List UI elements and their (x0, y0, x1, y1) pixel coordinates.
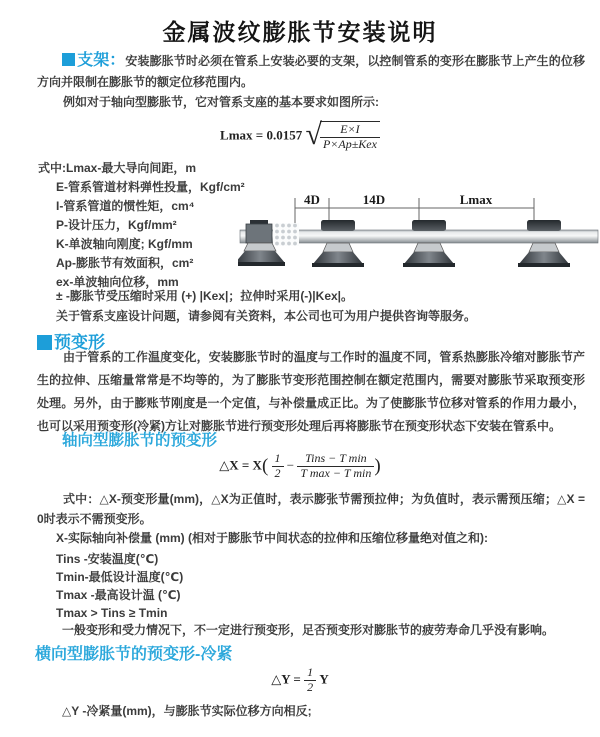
lateral-predeform-formula (0, 666, 600, 695)
predeform-paragraph: 由于管系的工作温度变化，安装膨胀节时的温度与工作时的温度不同，管系热膨胀冷缩对膨胀节产生的拉伸、压缩量常常是不均等的，为了膨胀节变形范围控制在额定范围内，需要对膨胀节采取预变形处理。另外，由于膨账节刚度是一个定值，与补偿量成正比。为了使膨胀节位移对管系的作用力最小，也可以采用预变形(冷紧)方让对膨胀节进行预变形处理后再将膨胀节在预变形状态下安装在管系中。 (37, 350, 585, 433)
definition-line: E-管系管道材料弹性投量，Kgf/cm² (56, 180, 245, 194)
axial-predeform-formula (0, 452, 600, 481)
half-fraction: $\frac{1}{2}$ (272, 452, 284, 481)
dimension-label-14d: 14D (362, 192, 386, 207)
definition-line: P-设计压力，Kgf/mm² (56, 218, 177, 232)
formula-lhs: △Y = (271, 671, 301, 687)
section-bullet-icon (62, 53, 75, 66)
formula-lhs: Lmax = 0.0157 (220, 127, 303, 143)
axial-section-heading: 轴向型膨胀节的预变形 (62, 432, 218, 449)
support-paragraph (37, 50, 585, 93)
pipe-support (312, 220, 364, 267)
half-fraction: $\frac{1}{2}$ (304, 666, 316, 695)
page-title: 金属波纹膨胀节安装说明 (162, 19, 438, 45)
support-intro-text: 安装膨胀节时必须在管系上安装必要的支架，以控制管系的变形在膨胀节上产生的位移方向并限制在膨胀节的额定位移范围内。 (37, 54, 585, 89)
pipe-support-diagram (238, 192, 600, 287)
temp-line: Tmax -最高设计温 (℃) (56, 588, 181, 602)
left-paren: ( (261, 455, 269, 477)
consult-line: 关于管系支座设计问题，请参阅有关资料，本公司也可为用户提供咨询等服务。 (56, 309, 477, 323)
sqrt-radical-icon: √ (305, 118, 322, 152)
definition-line: Ap-膨胀节有效面积，cm² (56, 256, 194, 270)
temperature-fraction: $\frac{\text{Tins − T min}}{\text{T max − T min}}$ (297, 452, 374, 481)
minus-sign: − (286, 457, 295, 473)
temp-condition-line: Tmax > Tins ≥ Tmin (56, 606, 168, 620)
lateral-explain-line: △Y -冷紧量(mm)，与膨胀节实际位移方向相反; (62, 704, 312, 718)
pipe-support (403, 220, 455, 267)
x-definition-line: X-实际轴向补偿量 (mm) (相对于膨胀节中间状态的拉伸和压缩位移量绝对值之和): (56, 531, 488, 545)
definition-line: 式中:Lmax-最大导向间距，m (38, 161, 197, 175)
right-paren: ) (374, 455, 381, 477)
axial-explain-paragraph: 式中：△X-预变形量(mm)，△X为正值时，表示膨张节需预拉伸；为负值时，表示需预压缩；△X = 0时表示不需预变形。 (37, 492, 585, 526)
definition-line: I-管系管道的惯性矩，cm⁴ (56, 199, 195, 213)
temp-line: Tmin-最低设计温度(℃) (56, 570, 184, 584)
formula-denominator: P×Ap±Kex (322, 136, 377, 151)
pipe-support (518, 220, 570, 267)
formula-numerator: E×I (320, 122, 380, 138)
plusminus-line: ± -膨胀节受压缩时采用 (+) |Kex|；拉伸时采用(-)|Kex|。 (56, 289, 354, 303)
dimension-label-4d: 4D (304, 192, 320, 207)
formula-fraction (320, 121, 380, 152)
dimension-label-lmax: Lmax (459, 192, 493, 207)
support-section-heading: 支架： (77, 52, 126, 69)
bellows-icon (273, 223, 299, 246)
temp-line: Tins -安装温度(℃) (56, 552, 159, 566)
guide-spacing-formula (0, 118, 600, 152)
axial-note-line: 一般变形和受力情况下，不一定进行预变形，足否预变形对膨胀节的疲劳寿命几乎没有影响。 (62, 623, 555, 637)
lateral-section-heading: 横向型膨胀节的预变形-冷紧 (35, 646, 233, 663)
support-example-line: 例如对于轴向型膨胀节，它对管系支座的基本要求如图所示: (63, 95, 379, 109)
definition-line: K-单波轴向刚度; Kgf/mm (56, 237, 193, 251)
formula-rhs: Y (319, 671, 329, 687)
predeform-section-heading: 预变形 (37, 328, 105, 353)
formula-lhs: △X = X (219, 457, 262, 473)
definition-line: ex-单波轴向位移，mm (56, 275, 179, 289)
